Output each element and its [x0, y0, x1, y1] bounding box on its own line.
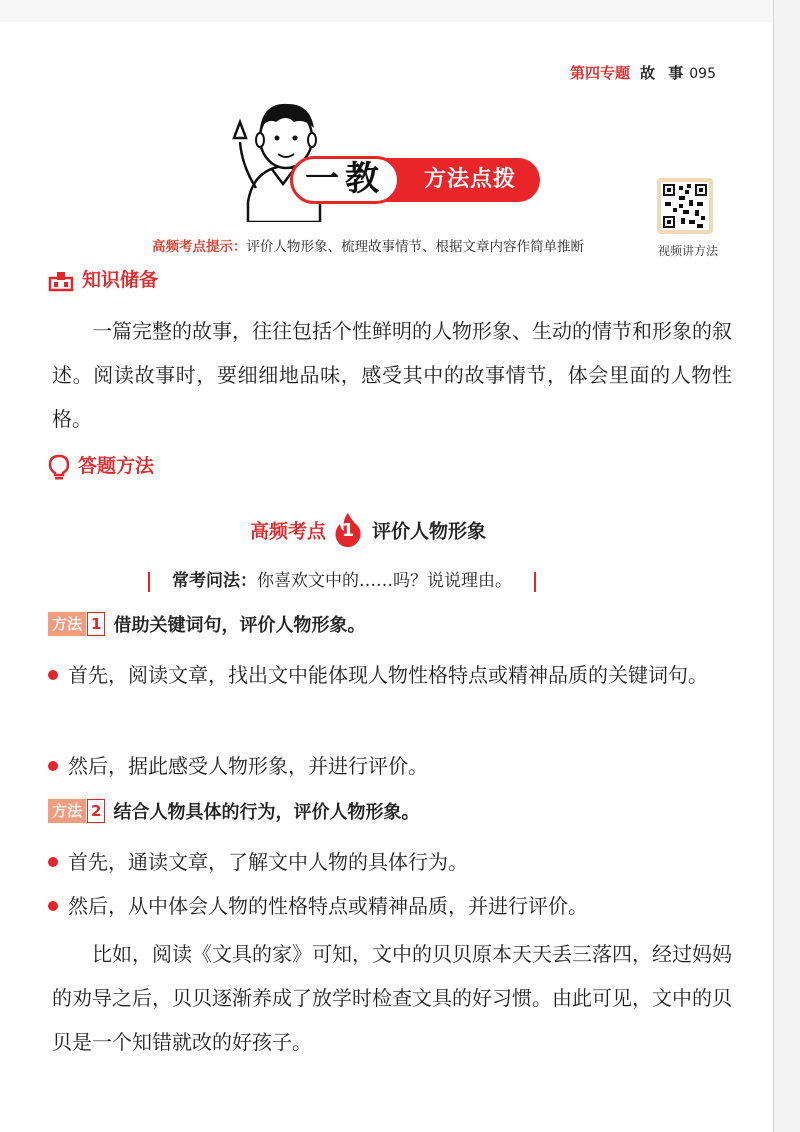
method-1-step-2: 然后，据此感受人物形象，并进行评价。	[68, 744, 732, 788]
exam-hint	[152, 235, 584, 255]
method-badge-number: 2	[87, 799, 105, 823]
banner-label: 方法点拨	[423, 167, 516, 192]
method-badge	[48, 612, 105, 636]
running-header	[570, 62, 716, 83]
example-paragraph: 比如，阅读《文具的家》可知，文中的贝贝原本天天丢三落四，经过妈妈的劝导之后，贝贝逐渐养成了放学时检查文具的好习惯。由此可见，文中的贝贝是一个知错就改的好孩子。	[52, 942, 732, 1054]
header-title: 故 事	[640, 64, 688, 82]
key-point-topic: 评价人物形象	[372, 520, 487, 543]
page-number: 095	[689, 66, 716, 82]
method-badge-number: 1	[87, 612, 105, 636]
key-point-title	[250, 512, 486, 556]
knowledge-icon	[48, 270, 74, 292]
method-heading-text: 答题方法	[78, 455, 155, 477]
method-title-text: 结合人物具体的行为，评价人物形象。	[113, 802, 420, 823]
key-point-number: 1	[341, 520, 355, 541]
method-badge-word: 方法	[48, 612, 86, 636]
method-heading	[48, 450, 154, 482]
method-1-title	[48, 611, 365, 639]
hint-label: 高频考点提示：	[152, 239, 247, 255]
page-top-edge	[0, 0, 800, 22]
ask-right-bar	[534, 572, 536, 592]
banner-chapter-char: 一教	[305, 159, 385, 199]
hint-text: 评价人物形象、梳理故事情节、根据文章内容作简单推断	[246, 239, 584, 255]
qr-code[interactable]	[657, 178, 713, 234]
lightbulb-icon	[48, 454, 70, 480]
flame-number-badge	[334, 512, 362, 548]
ask-text: 你喜欢文中的……吗？说说理由。	[257, 571, 512, 591]
method-badge	[48, 799, 105, 823]
method-1-step-1: 首先，阅读文章，找出文中能体现人物性格特点或精神品质的关键词句。	[68, 653, 732, 697]
ask-left-bar	[148, 572, 150, 592]
ask-label: 常考问法：	[172, 571, 257, 591]
qr-caption: 视频讲方法	[657, 244, 718, 258]
method-2-title	[48, 798, 419, 826]
common-question	[148, 566, 536, 592]
method-title-text: 借助关键词句，评价人物形象。	[113, 615, 366, 636]
knowledge-heading-text: 知识储备	[82, 269, 159, 291]
method-badge-word: 方法	[48, 799, 86, 823]
knowledge-paragraph: 一篇完整的故事，往往包括个性鲜明的人物形象、生动的情节和形象的叙述。阅读故事时，要细细地品味，感受其中的故事情节，体会里面的人物性格。	[52, 319, 732, 431]
chapter-banner	[270, 152, 540, 206]
page-right-edge	[773, 0, 800, 1132]
key-point-label: 高频考点	[250, 520, 327, 543]
knowledge-heading	[48, 264, 158, 296]
header-topic: 第四专题	[570, 64, 631, 82]
method-2-step-1: 首先，通读文章，了解文中人物的具体行为。	[68, 840, 732, 884]
qr-code-icon	[661, 182, 709, 230]
method-2-step-2: 然后，从中体会人物的性格特点或精神品质，并进行评价。	[68, 884, 732, 928]
